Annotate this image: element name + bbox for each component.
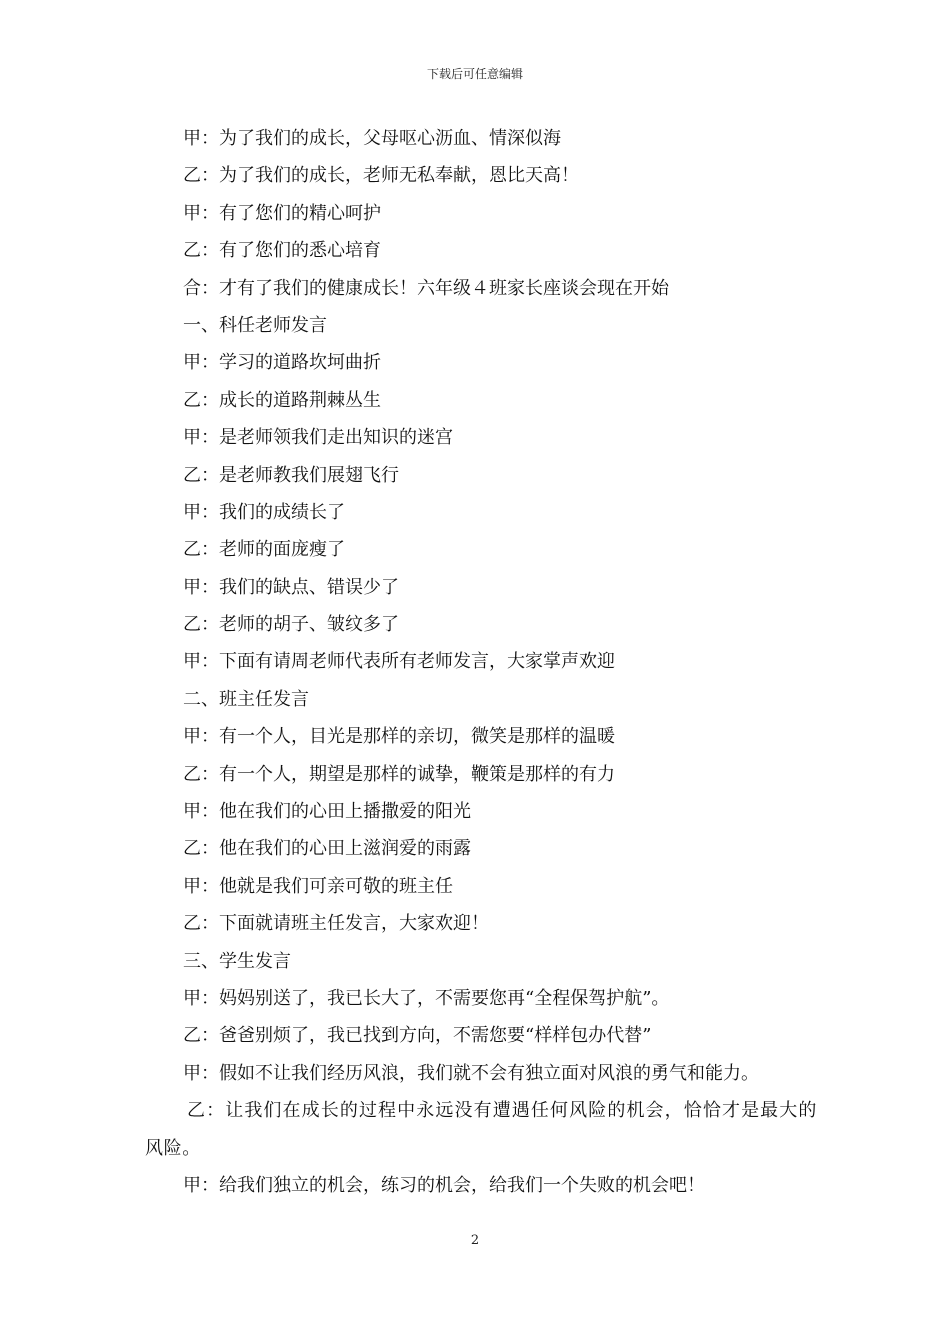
dialogue-line: 乙：老师的胡子、皱纹多了 xyxy=(183,614,399,636)
dialogue-line: 甲：为了我们的成长，父母呕心沥血、情深似海 xyxy=(183,128,561,149)
dialogue-line: 甲：假如不让我们经历风浪，我们就不会有独立面对风浪的勇气和能力。 xyxy=(183,1062,759,1084)
dialogue-line: 甲：妈妈别送了，我已长大了，不需要您再“全程保驾护航”。 xyxy=(183,987,670,1009)
dialogue-line: 甲：他在我们的心田上播撒爱的阳光 xyxy=(183,801,471,823)
section-heading: 二、班主任发言 xyxy=(183,688,309,710)
dialogue-line: 甲：他就是我们可亲可敬的班主任 xyxy=(183,875,453,897)
dialogue-line: 乙：老师的面庞瘦了 xyxy=(183,539,345,561)
dialogue-line: 甲：是老师领我们走出知识的迷宫 xyxy=(183,427,453,449)
section-heading: 一、科任老师发言 xyxy=(183,314,327,336)
dialogue-line: 甲：下面有请周老师代表所有老师发言，大家掌声欢迎 xyxy=(183,651,615,673)
page-header: 下载后可任意编辑 xyxy=(426,67,523,81)
dialogue-paragraph: 乙：让我们在成长的过程中永远没有遭遇任何风险的机会，恰恰才是最大的风险。 xyxy=(145,1100,817,1159)
dialogue-line: 合：才有了我们的健康成长！六年级４班家长座谈会现在开始 xyxy=(183,277,669,299)
dialogue-line: 乙：为了我们的成长，老师无私奉献，恩比天高！ xyxy=(183,165,579,187)
dialogue-line: 乙：有一个人，期望是那样的诚挚，鞭策是那样的有力 xyxy=(183,763,615,785)
dialogue-line: 甲：学习的道路坎坷曲折 xyxy=(183,352,381,374)
dialogue-line: 甲：我们的缺点、错误少了 xyxy=(183,576,399,598)
dialogue-line: 乙：下面就请班主任发言，大家欢迎！ xyxy=(183,913,489,935)
dialogue-line: 乙：是老师教我们展翅飞行 xyxy=(183,464,399,486)
dialogue-line: 乙：成长的道路荆棘丛生 xyxy=(183,389,381,411)
section-heading: 三、学生发言 xyxy=(183,950,291,972)
dialogue-line: 乙：爸爸别烦了，我已找到方向，不需您要“样样包办代替” xyxy=(183,1025,652,1047)
dialogue-line: 甲：有了您们的精心呵护 xyxy=(183,202,381,224)
dialogue-line: 甲：给我们独立的机会，练习的机会，给我们一个失败的机会吧！ xyxy=(183,1174,705,1196)
dialogue-line: 乙：有了您们的悉心培育 xyxy=(183,240,381,262)
dialogue-line: 甲：我们的成绩长了 xyxy=(183,501,345,523)
dialogue-line: 乙：他在我们的心田上滋润爱的雨露 xyxy=(183,838,471,860)
page-number: 2 xyxy=(470,1233,480,1248)
dialogue-line: 甲：有一个人，目光是那样的亲切，微笑是那样的温暖 xyxy=(183,726,615,748)
document-body xyxy=(145,120,817,1204)
